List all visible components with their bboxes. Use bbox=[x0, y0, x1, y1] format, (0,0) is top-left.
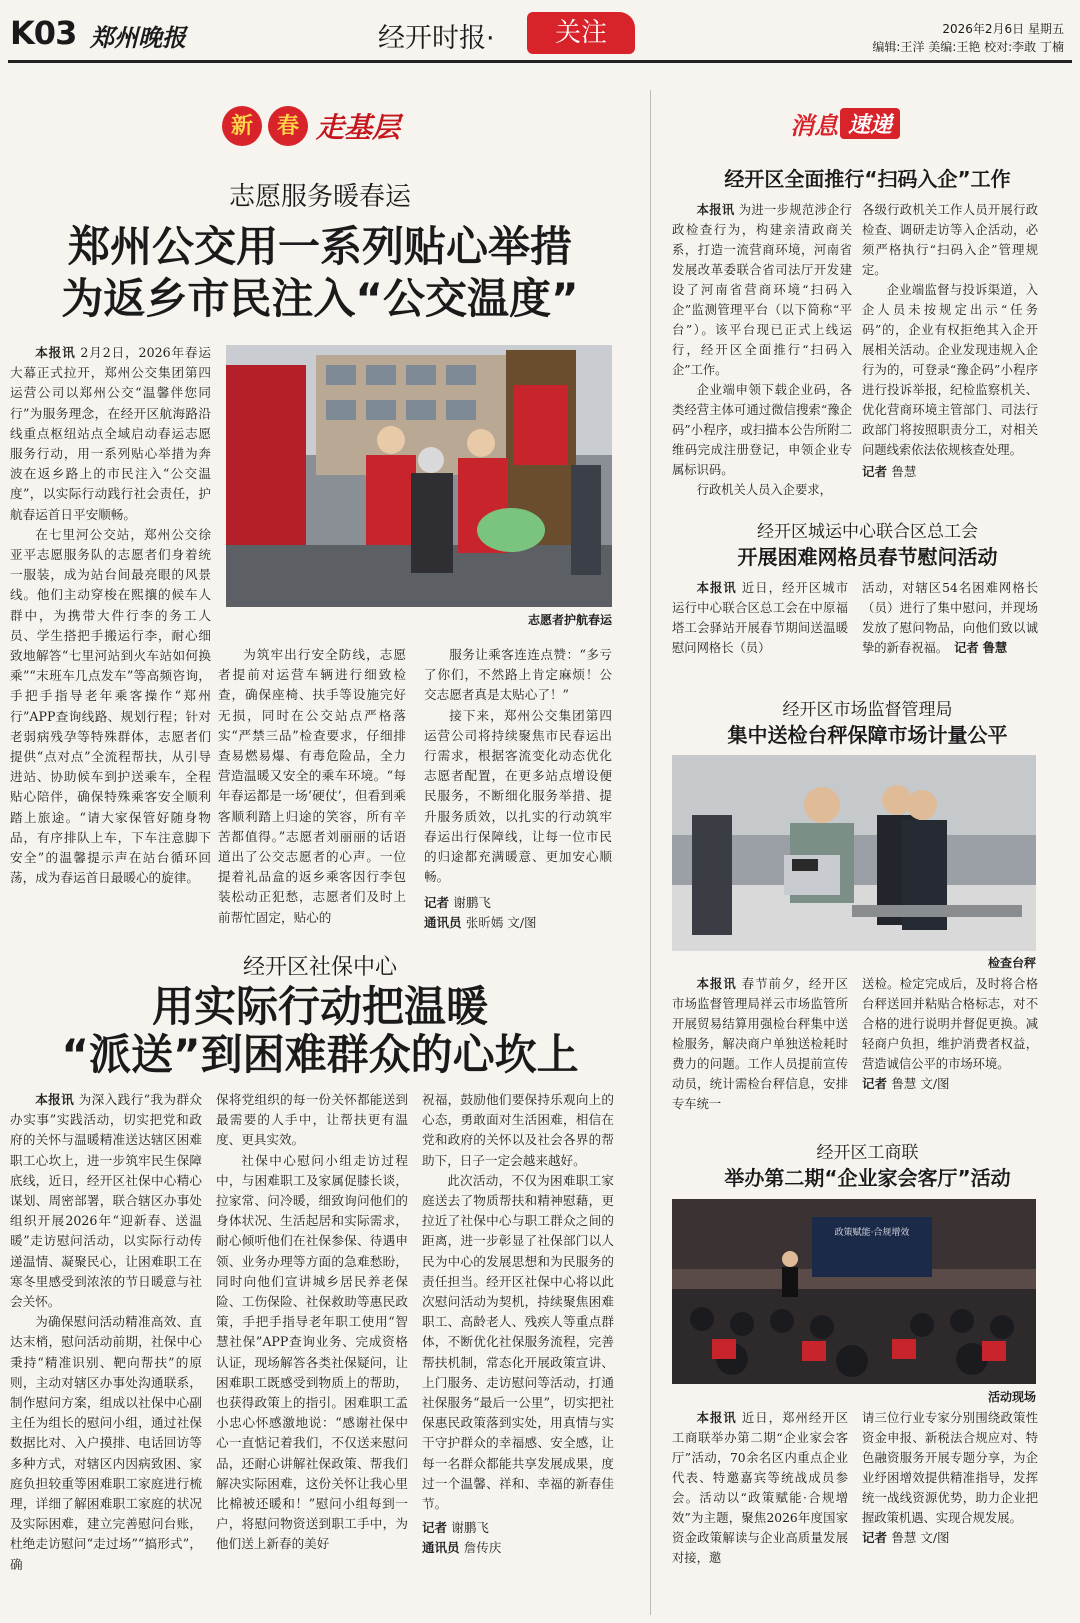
edition-tag: 关注 bbox=[527, 12, 635, 54]
news-badge-part2: 速递 bbox=[840, 108, 900, 139]
volunteer-photo bbox=[226, 345, 612, 607]
lantern-icon: 春 bbox=[268, 106, 308, 146]
inspection-scene-illustration bbox=[672, 755, 1036, 951]
byline-reporter: 鲁慧 bbox=[982, 641, 1008, 655]
byline-reporter: 记者 鲁慧 bbox=[862, 464, 917, 479]
brief3-column-2 bbox=[862, 974, 1038, 1094]
event-photo bbox=[672, 1199, 1036, 1384]
brief4-column-1 bbox=[672, 1408, 848, 1568]
paragraph: 祝福，鼓励他们要保持乐观向上的心态，勇敢面对生活困难，相信在党和政府的关怀以及社会各界的帮助下，日子一定会越来越好。 bbox=[422, 1092, 614, 1168]
lead-story-kicker: 志愿服务暖春运 bbox=[228, 182, 411, 212]
second-story-column-2 bbox=[216, 1090, 408, 1555]
brief3-column-1 bbox=[672, 974, 848, 1114]
lead-label: 本报讯 bbox=[35, 345, 76, 360]
newspaper-logo: 郑州晚报 bbox=[90, 23, 186, 52]
byline-reporter: 记者 鲁慧 文/图 bbox=[862, 1530, 950, 1545]
paragraph: 各级行政机关工作人员开展行政检查、调研走访等入企活动，必须严格执行“扫码入企”管理规定。 bbox=[862, 203, 1038, 277]
brief3-title: 集中送检台秤保障市场计量公平 bbox=[727, 723, 1008, 747]
paragraph: 为筑牢出行安全防线，志愿者提前对运营车辆进行细致检查，确保座椅、扶手等设施完好无损，同时在公交站点严格落实“严禁三品”检查要求，仔细排查易燃易爆、有毒危险品，全力营造温暖又安全的乘车环境。“每年春运都是一场‘硬仗’，但看到乘客顺利踏上归途的笑容，所有辛苦都值得。”志愿者刘丽丽的话语道出了公交志愿者的心声。一位提着礼品盒的返乡乘客因行李包装松动正犯愁，志愿者们及时上前帮忙固定，贴心的 bbox=[218, 647, 406, 925]
second-story-column-1 bbox=[10, 1090, 202, 1575]
brief2-kicker: 经开区城运中心联合区总工会 bbox=[757, 522, 978, 542]
brief1-title: 经开区全面推行“扫码入企”工作 bbox=[724, 167, 1011, 191]
screen-text: 政策赋能·合规增效 bbox=[834, 1228, 910, 1238]
paragraph: 为确保慰问活动精准高效、直达末梢，慰问活动前期，社保中心秉持“精准识别、靶向帮扶”的原则，主动对辖区办事处沟通联系，制作慰问方案，组成以社保中心副主任为组长的慰问小组，通过社保数据比对、入户摸排、电话回访等多种方式，对辖区内因病致困、家庭负担较重等困难职工家庭进行梳理，详细了解困难职工家庭的状况及实际困难，建立完善慰问台账，杜绝走访慰问“走过场”“搞形式”，确 bbox=[10, 1314, 202, 1572]
brief3-kicker: 经开区市场监督管理局 bbox=[782, 700, 953, 720]
brief4-kicker: 经开区工商联 bbox=[816, 1143, 919, 1163]
brief1-column-2 bbox=[862, 200, 1038, 482]
lead-label: 本报讯 bbox=[696, 1411, 737, 1425]
lead-story-column-2 bbox=[218, 645, 406, 928]
news-badge-part1: 消息 bbox=[790, 112, 838, 140]
lead-story-column-3 bbox=[424, 645, 612, 933]
paragraph: 近日，郑州经开区工商联举办第二期“企业家会客厅”活动，70余名区内重点企业代表、特邀嘉宾等统战成员参会。活动以“政策赋能·合规增效”为主题，聚焦2026年度国家资金政策解读与企业高质量发展对接，邀 bbox=[672, 1411, 848, 1565]
brief2-column-1 bbox=[672, 578, 848, 658]
brief4-column-2 bbox=[862, 1408, 1038, 1548]
paragraph: 企业端申领下载企业码，各类经营主体可通过微信搜索“豫企码”小程序，或扫描本公告所附二维码完成注册登记，申领企业专属标识码。 bbox=[672, 383, 852, 477]
edition-name: 经开时报· bbox=[378, 23, 495, 54]
byline-reporter: 记者 鲁慧 文/图 bbox=[862, 1076, 950, 1091]
photo-caption: 检查台秤 bbox=[987, 956, 1036, 970]
byline-correspondent: 通讯员 詹传庆 bbox=[422, 1540, 502, 1556]
byline-reporter: 记者 谢鹏飞 bbox=[424, 895, 491, 911]
paragraph: 为深入践行“我为群众办实事”实践活动，切实把党和政府的关怀与温暖精准送达辖区困难职工心坎上，进一步筑牢民生保障底线，近日，经开区社保中心精心谋划、周密部署，联合辖区办事处组织开展2026年“迎新春、送温暖”走访慰问活动，以实际行动传递温情、凝聚民心，让困难职工在寒冬里感受到浓浓的节日暖意与社会关怀。 bbox=[10, 1092, 202, 1310]
paragraph: 春节前夕，经开区市场监督管理局祥云市场监管所开展贸易结算用强检台秤集中送检服务，解决商户单独送检耗时费力的问题。工作人员提前宣传动员，统计需检台秤信息，安排专车统一 bbox=[672, 977, 848, 1111]
brief4-title: 举办第二期“企业家会客厅”活动 bbox=[724, 1166, 1011, 1190]
paragraph: 行政机关人员入企要求， bbox=[696, 483, 832, 497]
paragraph: 活动，对辖区54名困难网格长（员）进行了集中慰问，并现场发放了慰问物品，向他们致以诚挚的新春祝福。 bbox=[862, 581, 1038, 655]
editors-credit: 编辑:王洋 美编:王艳 校对:李敢 丁楠 bbox=[872, 40, 1064, 54]
second-story-headline-2: “派送”到困难群众的心坎上 bbox=[61, 1030, 579, 1079]
byline-reporter: 记者 谢鹏飞 bbox=[422, 1520, 489, 1536]
paragraph: 近日，经开区城市运行中心联合区总工会在中原福塔工会驿站开展春节期间送温暖慰问网格长（员） bbox=[672, 581, 848, 655]
volunteer-scene-illustration bbox=[226, 345, 612, 607]
paragraph: 在七里河公交站，郑州公交徐亚平志愿服务队的志愿者们身着统一服装，成为站台间最亮眼的风景线。他们主动穿梭在熙攘的候车人群中，为携带大件行李的务工人员、学生搭把手搬运行李，耐心细致地解答“七里河站到火车站如何换乘”“末班车几点发车”等高频咨询，手把手指导老年乘客操作“郑州行”APP查询线路、规划行程；针对老弱病残孕等特殊群体，志愿者们提供“点对点”全流程帮扶，从引导进站、协助候车到护送乘车，全程贴心陪伴，确保特殊乘客安全顺利踏上旅途。“请大家保管好随身物品，有序排队上车，下车注意脚下安全”的温馨提示声在站台循环回荡，成为春运首日最暖心的旋律。 bbox=[10, 526, 211, 886]
paragraph: 服务让乘客连连点赞：“多亏了你们，不然路上肯定麻烦！公交志愿者真是太贴心了！” bbox=[424, 647, 612, 703]
lead-story-headline-1: 郑州公交用一系列贴心举措 bbox=[67, 222, 572, 271]
second-story-kicker: 经开区社保中心 bbox=[242, 955, 397, 980]
issue-date: 2026年2月6日 星期五 bbox=[942, 22, 1064, 36]
photo-caption: 志愿者护航春运 bbox=[527, 613, 612, 627]
paragraph: 送检。检定完成后，及时将合格台秤送回并粘贴合格标志，对不合格的进行说明并督促更换。减轻商户负担，维护消费者权益，营造诚信公平的市场环境。 bbox=[862, 977, 1038, 1071]
paragraph: 保将党组织的每一份关怀都能送到最需要的人手中，让帮扶更有温度、更具实效。 bbox=[216, 1092, 408, 1148]
second-story-column-3 bbox=[422, 1090, 614, 1558]
byline-reporter-label: 记者 bbox=[954, 641, 979, 655]
photo-caption: 活动现场 bbox=[987, 1390, 1036, 1404]
lead-label: 本报讯 bbox=[696, 977, 737, 991]
page-number: K03 bbox=[10, 14, 77, 52]
paragraph: 企业端监督与投诉渠道，入企人员未按规定出示“任务码”的，企业有权拒绝其入企开展相关活动。企业发现违规入企行为的，可登录“豫企码”小程序进行投诉举报，纪检监察机关、优化营商环境主管部门、司法行政部门将按照职责分工，对相关问题线索依法依规核查处理。 bbox=[862, 283, 1038, 457]
brief2-title: 开展困难网格员春节慰问活动 bbox=[737, 545, 998, 569]
brief1-column-1 bbox=[672, 200, 852, 500]
badge-label: 走基层 bbox=[316, 111, 401, 144]
brief2-column-2 bbox=[862, 578, 1038, 658]
paragraph: 为进一步规范涉企行政检查行为，构建亲清政商关系，打造一流营商环境，河南省发展改革委联合省司法厅开发建设了河南省营商环境“扫码入企”监测管理平台（以下简称“平台”）。该平台现已正式上线运行，经开区全面推行“扫码入企”工作。 bbox=[672, 203, 852, 377]
byline-correspondent: 通讯员 张昕嫣 文/图 bbox=[424, 915, 537, 931]
new-year-grassroots-badge bbox=[222, 98, 412, 160]
lead-label: 本报讯 bbox=[696, 203, 735, 217]
lead-story-headline-2: 为返乡市民注入“公交温度” bbox=[61, 274, 579, 323]
header-divider bbox=[8, 60, 1072, 63]
second-story-headline-1: 用实际行动把温暖 bbox=[151, 982, 488, 1031]
column-divider bbox=[650, 90, 651, 1615]
lead-label: 本报讯 bbox=[35, 1092, 75, 1107]
conference-scene-illustration bbox=[672, 1199, 1036, 1384]
news-flash-badge bbox=[790, 106, 900, 138]
scale-inspection-photo bbox=[672, 755, 1036, 951]
lead-label: 本报讯 bbox=[696, 581, 737, 595]
paragraph: 2月2日，2026年春运大幕正式拉开，郑州公交集团第四运营公司以郑州公交“温馨伴您同行”为服务理念，在经开区航海路沿线重点枢纽站点全域启动春运志愿服务行动，用一系列贴心举措为奔波在返乡路上的市民注入“公交温度”，以实际行动践行社会责任，护航春运首日平安顺畅。 bbox=[10, 345, 211, 522]
paragraph: 请三位行业专家分别围绕政策性资金申报、新税法合规应对、特色融资服务开展专题分享，为企业纾困增效提供精准指导，发挥统一战线资源优势，助力企业把握政策机遇、实现合规发展。 bbox=[862, 1411, 1038, 1525]
paragraph: 此次活动，不仅为困难职工家庭送去了物质帮扶和精神慰藉，更拉近了社保中心与职工群众之间的距离，进一步彰显了社保部门以人民为中心的发展思想和为民服务的责任担当。经开区社保中心将以此次慰问活动为契机，持续聚焦困难职工、高龄老人、残疾人等重点群体，不断优化社保服务流程，完善帮扶机制，常态化开展政策宣讲、上门服务、走访慰问等活动，打通社保服务“最后一公里”，切实把社保惠民政策落到实处，用真情与实干守护群众的幸福感、安全感，让每一名群众都能共享发展成果，度过一个温馨、祥和、幸福的新春佳节。 bbox=[422, 1172, 614, 1512]
lantern-icon: 新 bbox=[222, 106, 262, 146]
lead-story-column-1 bbox=[10, 343, 211, 888]
paragraph: 接下来，郑州公交集团第四运营公司将持续聚焦市民春运出行需求，根据客流变化动态优化志愿者配置，在更多站点增设便民服务，不断细化服务举措、提升服务质效，以扎实的行动筑牢春运出行保障线，让每一位市民的归途都充满暖意、更加安心顺畅。 bbox=[424, 707, 612, 885]
paragraph: 社保中心慰问小组走访过程中，与困难职工及家属促膝长谈，拉家常、问冷暖，细致询问他们的身体状况、生活起居和实际需求，耐心倾听他们在社保参保、待遇申领、业务办理等方面的急难愁盼，同时向他们宣讲城乡居民养老保险、工伤保险、社保救助等惠民政策，手把手指导老年职工使用“智慧社保”APP查询业务、完成资格认证，现场解答各类社保疑问，让困难职工既感受到物质上的帮助，也获得政策上的指引。困难职工孟小忠心怀感激地说：“感谢社保中心一直惦记着我们，不仅送来慰问品，还耐心讲解社保政策、帮我们解决实际困难，这份关怀让我心里比棉被还暖和！”慰问小组每到一户，将慰问物资送到职工手中，为他们送上新春的美好 bbox=[216, 1152, 408, 1552]
